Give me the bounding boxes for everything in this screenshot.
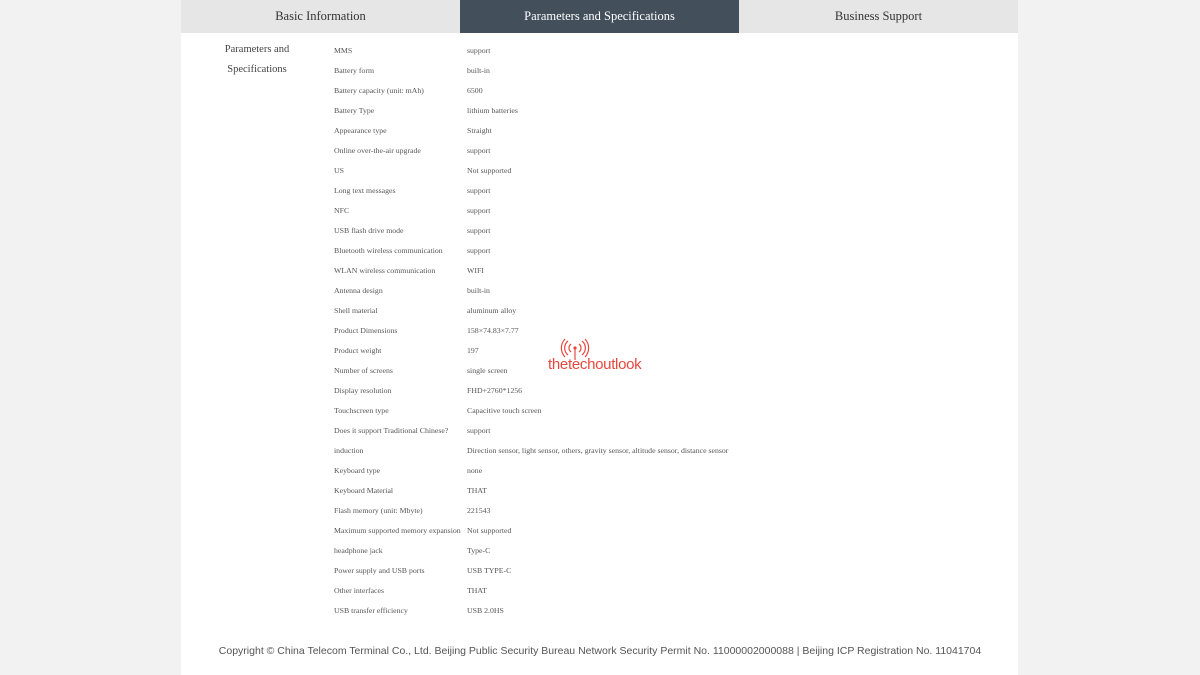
spec-table xyxy=(334,40,794,620)
spec-row xyxy=(334,120,794,140)
spec-value: support xyxy=(467,205,491,215)
spec-row xyxy=(334,240,794,260)
spec-value: support xyxy=(467,45,491,55)
spec-row xyxy=(334,280,794,300)
tab-basic-information[interactable]: Basic Information xyxy=(181,0,460,33)
spec-row xyxy=(334,540,794,560)
spec-value: Type-C xyxy=(467,545,491,555)
spec-value: 197 xyxy=(467,345,479,355)
tab-business-support[interactable]: Business Support xyxy=(739,0,1018,33)
spec-value: Capacitive touch screen xyxy=(467,405,542,415)
spec-row xyxy=(334,40,794,60)
spec-value: 6500 xyxy=(467,85,483,95)
footer-copyright: Copyright © China Telecom Terminal Co., Ltd. Beijing Public Security Bureau Network Security Permit No. 11000002000088 | Beijing ICP Registration No. 11041704 xyxy=(218,645,982,657)
spec-value: none xyxy=(467,465,483,475)
spec-row xyxy=(334,80,794,100)
spec-key: Number of screens xyxy=(334,365,393,375)
section-title: Parameters and Specifications xyxy=(224,44,290,75)
spec-value: WIFI xyxy=(467,265,484,275)
watermark-text-b: tech xyxy=(567,356,596,373)
spec-key: Battery form xyxy=(334,65,375,75)
spec-value: support xyxy=(467,145,491,155)
spec-row xyxy=(334,500,794,520)
spec-key: Display resolution xyxy=(334,385,392,395)
spec-row xyxy=(334,600,794,620)
spec-row xyxy=(334,200,794,220)
spec-row xyxy=(334,260,794,280)
spec-value: Not supported xyxy=(467,165,512,175)
spec-value: Straight xyxy=(467,125,492,135)
spec-key: Product Dimensions xyxy=(334,325,398,335)
spec-value: aluminum alloy xyxy=(467,305,517,315)
spec-key: NFC xyxy=(334,205,350,215)
spec-key: Keyboard Material xyxy=(334,485,394,495)
tab-parameters-and-specifications[interactable]: Parameters and Specifications xyxy=(460,0,739,33)
spec-value: built-in xyxy=(467,65,490,75)
spec-key: induction xyxy=(334,445,364,455)
spec-value: support xyxy=(467,185,491,195)
spec-row xyxy=(334,320,794,340)
spec-value: Not supported xyxy=(467,525,512,535)
spec-value: FHD+2760*1256 xyxy=(467,385,523,395)
spec-key: MMS xyxy=(334,45,353,55)
spec-row xyxy=(334,380,794,400)
spec-row xyxy=(334,580,794,600)
spec-row xyxy=(334,400,794,420)
watermark-text-a: the xyxy=(548,356,568,373)
watermark-logo xyxy=(548,338,660,378)
spec-value: support xyxy=(467,225,491,235)
spec-value: 221543 xyxy=(467,505,491,515)
spec-key: Appearance type xyxy=(334,125,387,135)
spec-row xyxy=(334,440,794,460)
tab-bar xyxy=(181,0,1018,33)
spec-key: Long text messages xyxy=(334,185,396,195)
spec-row xyxy=(334,140,794,160)
spec-row xyxy=(334,460,794,480)
spec-value: built-in xyxy=(467,285,490,295)
spec-key: Flash memory (unit: Mbyte) xyxy=(334,505,423,515)
spec-row xyxy=(334,300,794,320)
spec-key: Maximum supported memory expansion xyxy=(334,525,461,535)
spec-key: Shell material xyxy=(334,305,378,315)
spec-row xyxy=(334,420,794,440)
spec-row xyxy=(334,160,794,180)
spec-row xyxy=(334,520,794,540)
spec-key: Bluetooth wireless communication xyxy=(334,245,443,255)
spec-key: Other interfaces xyxy=(334,585,385,595)
watermark-text-c: outlook xyxy=(595,356,642,373)
spec-value: Direction sensor, light sensor, others, gravity sensor, altitude sensor, distance sensor xyxy=(467,445,729,455)
spec-value: support xyxy=(467,245,491,255)
spec-row xyxy=(334,180,794,200)
spec-row xyxy=(334,560,794,580)
spec-key: Battery Type xyxy=(334,105,375,115)
spec-value: THAT xyxy=(467,485,487,495)
spec-key: USB transfer efficiency xyxy=(334,605,408,615)
spec-row xyxy=(334,480,794,500)
spec-key: Keyboard type xyxy=(334,465,381,475)
spec-key: US xyxy=(334,165,344,175)
spec-value: USB 2.0HS xyxy=(467,605,504,615)
spec-value: lithium batteries xyxy=(467,105,518,115)
spec-key: headphone jack xyxy=(334,545,383,555)
spec-key: USB flash drive mode xyxy=(334,225,404,235)
watermark-text xyxy=(548,356,641,373)
spec-value: single screen xyxy=(467,365,508,375)
spec-key: Does it support Traditional Chinese? xyxy=(334,425,449,435)
spec-value: 158×74.83×7.77 xyxy=(467,325,519,335)
spec-key: Battery capacity (unit: mAh) xyxy=(334,85,424,95)
spec-value: THAT xyxy=(467,585,487,595)
spec-key: Power supply and USB ports xyxy=(334,565,425,575)
spec-key: WLAN wireless communication xyxy=(334,265,436,275)
spec-row xyxy=(334,60,794,80)
spec-row xyxy=(334,100,794,120)
spec-row xyxy=(334,220,794,240)
spec-key: Product weight xyxy=(334,345,382,355)
spec-value: USB TYPE-C xyxy=(467,565,512,575)
spec-value: support xyxy=(467,425,491,435)
spec-key: Touchscreen type xyxy=(334,405,389,415)
spec-key: Online over-the-air upgrade xyxy=(334,145,421,155)
spec-key: Antenna design xyxy=(334,285,383,295)
